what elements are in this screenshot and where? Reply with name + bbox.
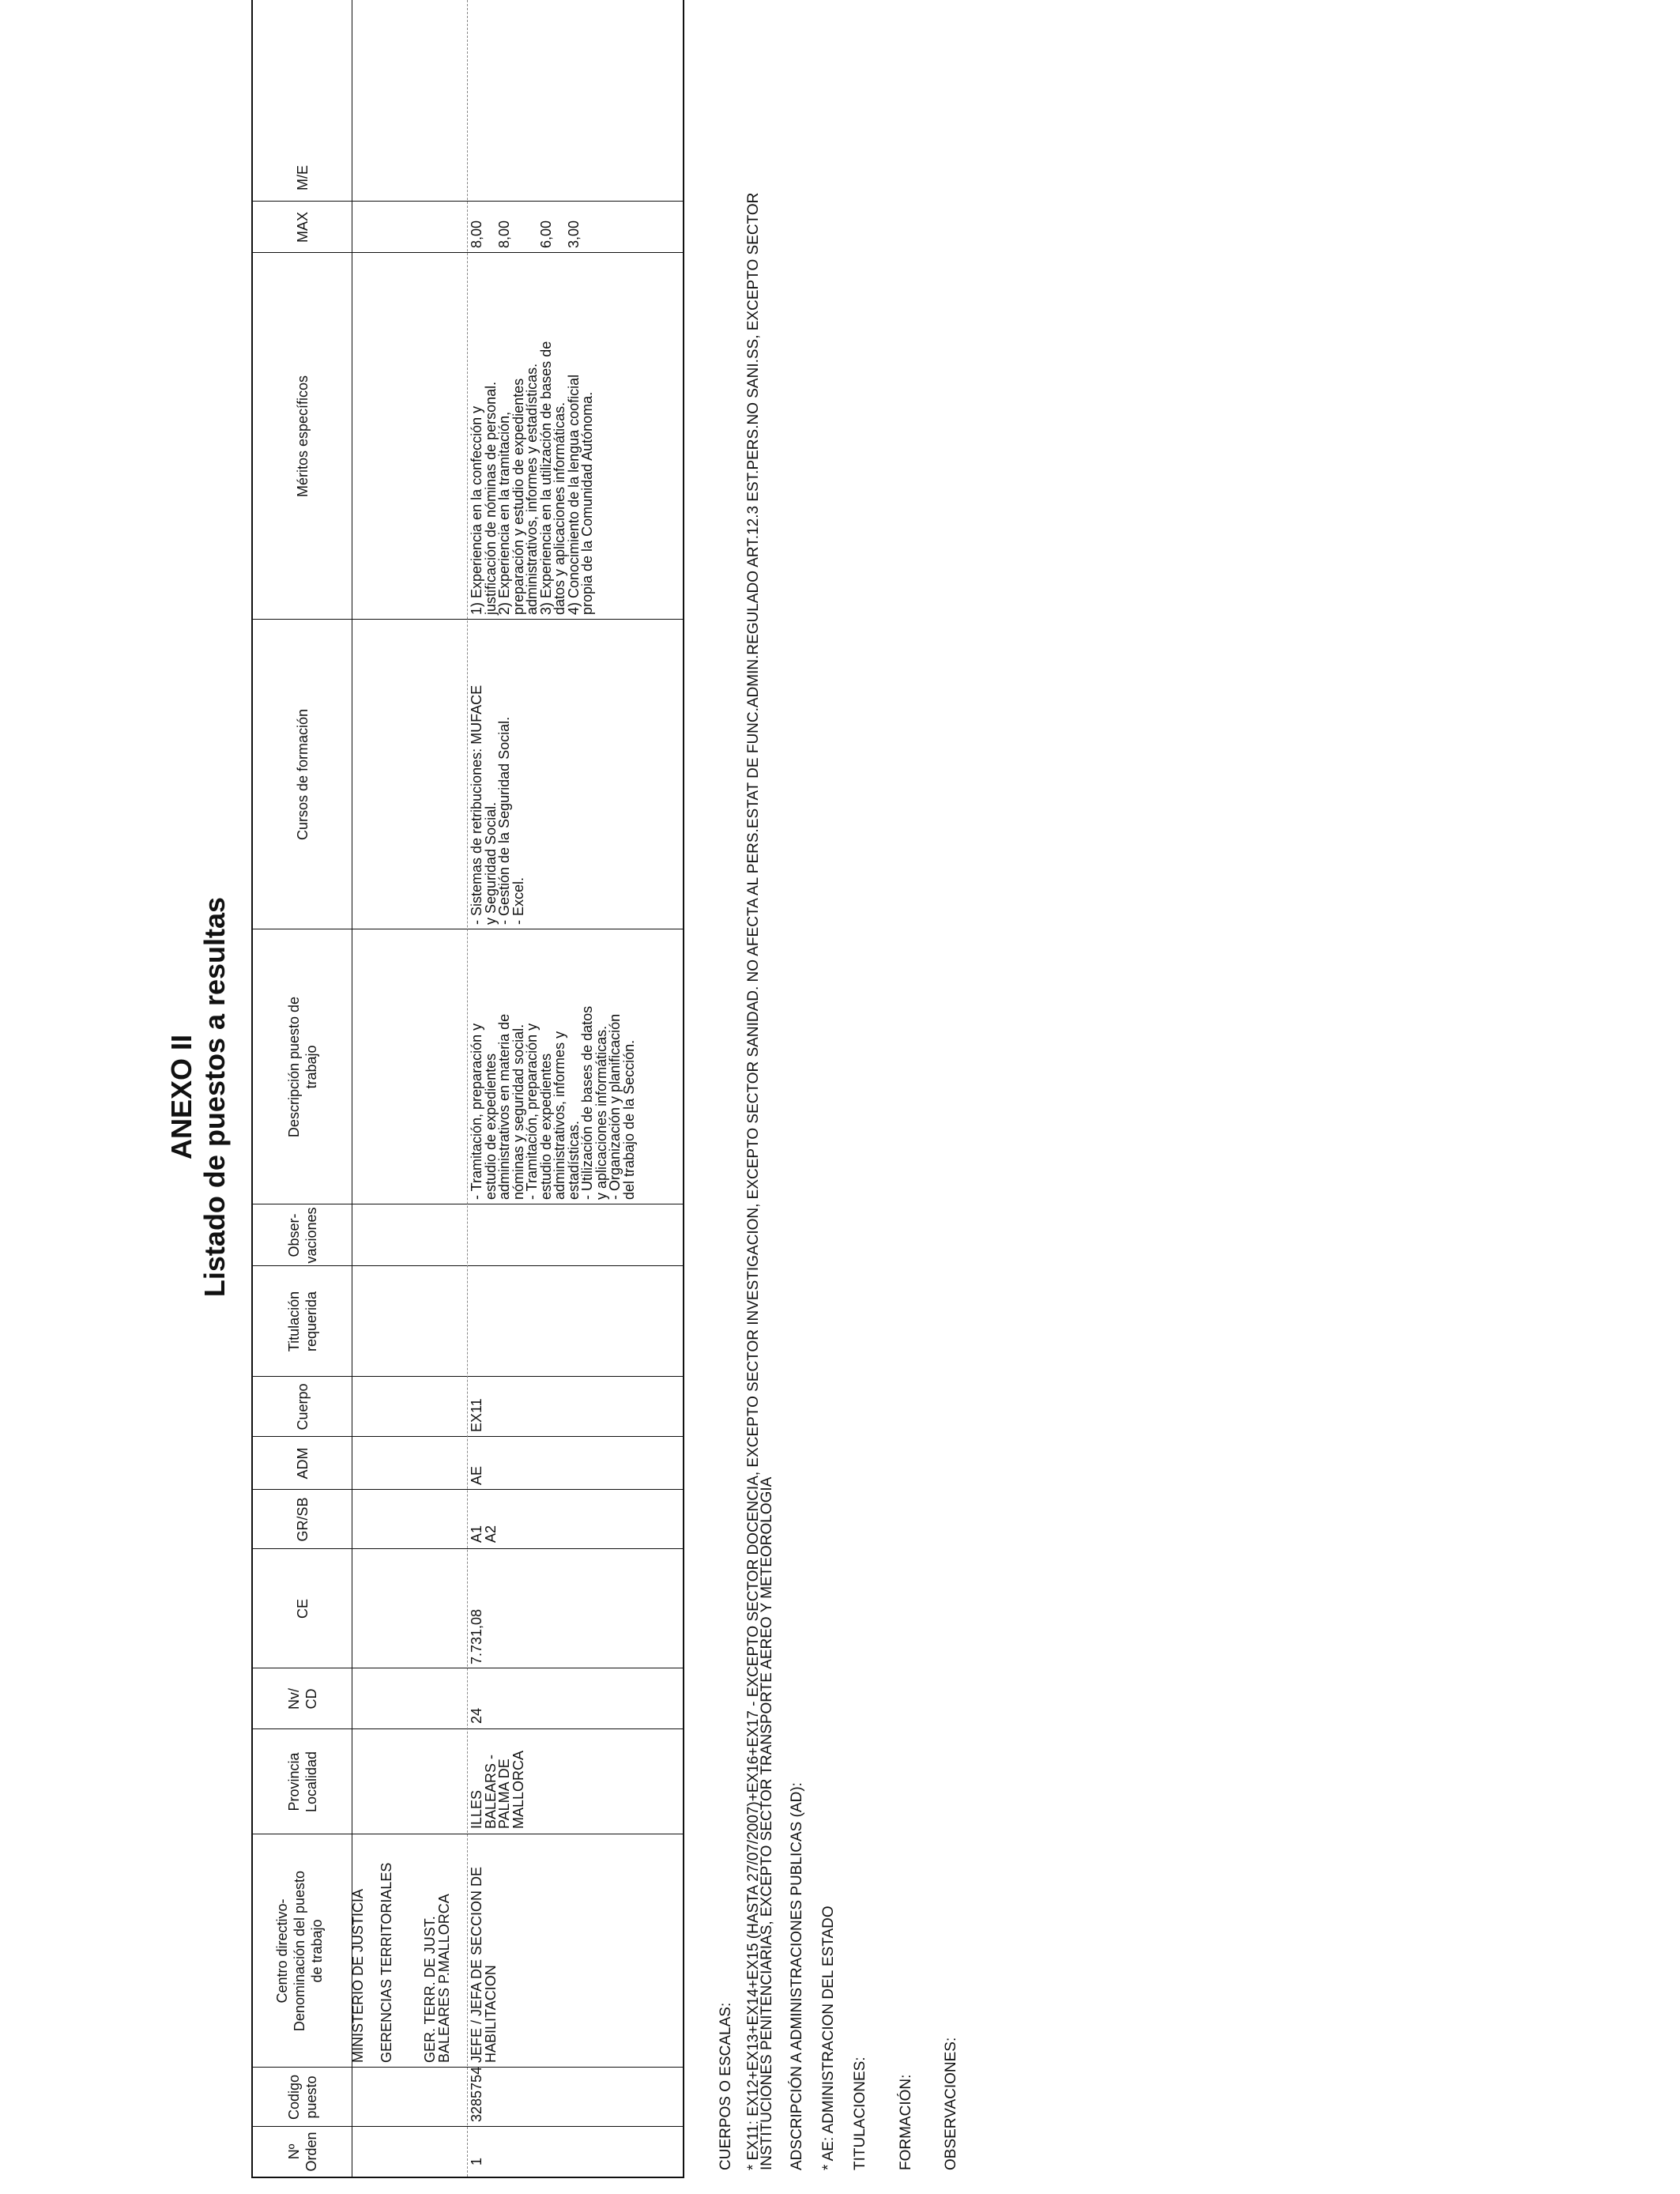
cell-cuerpo: EX11 — [469, 1398, 484, 1432]
header-cursos: Cursos de formación — [294, 708, 311, 841]
annex-subtitle: Listado de puestos a resultas — [198, 896, 231, 1298]
header-meritos: Méritos específicos — [294, 375, 311, 498]
positions-table — [251, 0, 684, 2178]
header-orden: Nº Orden — [285, 2132, 319, 2172]
titulaciones-label: TITULACIONES: — [852, 2056, 868, 2170]
adscripcion-label: ADSCRIPCIÓN A ADMINISTRACIONES PUBLICAS (AD): — [789, 1782, 805, 2170]
header-grupo: GR/SB — [294, 1497, 311, 1542]
gerencia-name: GER. TERR. DE JUST. BALEARES P.MALLORCA — [422, 1894, 452, 2063]
gerencias-name: GERENCIAS TERRITORIALES — [379, 1862, 394, 2063]
adscripcion-value: * AE: ADMINISTRACION DEL ESTADO — [820, 1906, 837, 2170]
cell-orden: 1 — [469, 2157, 484, 2166]
cuerpos-line-2: INSTITUCIONES PENITENCIARIAS, EXCEPTO SECTOR TRANSPORTE AEREO Y METEOROLOGIA — [759, 1476, 775, 2170]
header-titulacion: Titulación requerida — [285, 1291, 319, 1352]
cell-meritos: 1) Experiencia en la confección y justificación de nóminas de personal. 2) Experiencia en la tramitación, preparación y estudio de expedientes administrativos, informes y estadísticas. 3) Experiencia en la utilización de bases de datos y aplicaciones informáticas. 4) Conocimiento de la lengua cooficial propia de la Comunidad Autónoma. — [469, 341, 595, 615]
header-codigo: Codigo puesto — [285, 2074, 319, 2120]
header-cuerpo: Cuerpo — [294, 1383, 311, 1431]
header-me: M/E — [294, 165, 311, 191]
header-nivel: Nv/ CD — [285, 1688, 319, 1710]
cell-grupo: A1 A2 — [469, 1525, 499, 1543]
header-provincia: Provincia Localidad — [285, 1751, 319, 1813]
header-adm: ADM — [294, 1447, 311, 1480]
cell-ce: 7.731,08 — [469, 1608, 484, 1664]
observaciones-label: OBSERVACIONES: — [943, 2037, 959, 2170]
header-max: MAX — [294, 212, 311, 243]
formacion-label: FORMACIÓN: — [898, 2074, 914, 2170]
cuerpos-line-1: * EX11: EX12+EX13+EX14+EX15 (HASTA 27/07/2007)+EX16+EX17 - EXCEPTO SECTOR DOCENCIA, EXCEPTO SECTOR INVESTIGACION, EXCEPTO SECTOR SANIDAD. NO AFECTA AL PERS.ESTAT DE FUNC.ADMIN.REGULADO ART.12.3 EST.PERS.NO SANI.SS, EXCEPTO SECTOR — [745, 192, 762, 2170]
header-descripcion: Descripción puesto de trabajo — [285, 996, 319, 1138]
cell-descripcion: - Tramitación, preparación y estudio de expedientes administrativos en materia de nóminas y seguridad social. - Tramitación, preparación y estudio de expedientes administrativos, informes y estadísticas. - Utilización de bases de datos y aplicaciones informáticas. - Organización y planificación del trabajo de la Sección. — [469, 1005, 637, 1200]
header-ce: CE — [294, 1599, 311, 1619]
annex-title: ANEXO II — [165, 1034, 198, 1160]
cell-cursos: - Sistemas de retribuciones: MUFACE y Seguridad Social. - Gestión de la Seguridad Social. - Excel. — [469, 684, 526, 925]
cell-codigo: 3285754 — [469, 2066, 484, 2122]
ministry-name: MINISTERIO DE JUSTICIA — [350, 1888, 366, 2063]
header-centro: Centro directivo- Denominación del puesto de trabajo — [274, 1870, 325, 2032]
cell-provincia: ILLES BALEARS - PALMA DE MALLORCA — [469, 1750, 526, 1829]
cell-max: 8,00 8,00 6,00 3,00 — [469, 220, 582, 248]
cell-nivel: 24 — [469, 1707, 484, 1724]
cell-adm: AE — [469, 1465, 484, 1485]
header-observaciones: Obser- vaciones — [285, 1207, 319, 1264]
cell-denominacion: JEFE / JEFA DE SECCION DE HABILITACION — [469, 1866, 499, 2063]
cuerpos-label: CUERPOS O ESCALAS: — [718, 2002, 734, 2170]
